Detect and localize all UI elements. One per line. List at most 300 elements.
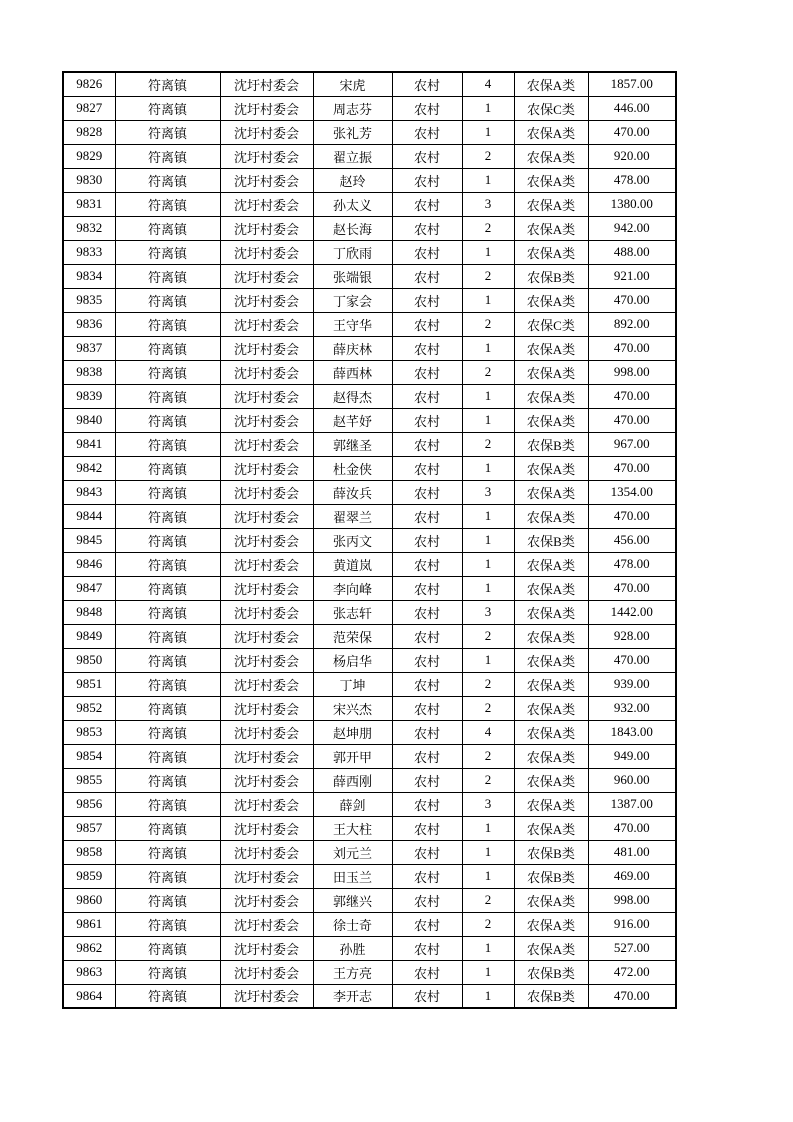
cell-person-count: 1 (462, 168, 514, 192)
cell-record-no: 9850 (63, 648, 115, 672)
cell-residence-type: 农村 (392, 960, 462, 984)
cell-residence-type: 农村 (392, 840, 462, 864)
cell-insurance-category: 农保A类 (514, 240, 588, 264)
cell-residence-type: 农村 (392, 744, 462, 768)
cell-amount: 527.00 (588, 936, 676, 960)
cell-village-committee: 沈圩村委会 (220, 576, 313, 600)
cell-person-name: 薛剑 (313, 792, 392, 816)
cell-person-count: 1 (462, 384, 514, 408)
cell-person-count: 2 (462, 360, 514, 384)
cell-village-committee: 沈圩村委会 (220, 816, 313, 840)
cell-residence-type: 农村 (392, 168, 462, 192)
cell-record-no: 9858 (63, 840, 115, 864)
cell-amount: 998.00 (588, 360, 676, 384)
cell-village-committee: 沈圩村委会 (220, 240, 313, 264)
cell-record-no: 9840 (63, 408, 115, 432)
cell-person-name: 王守华 (313, 312, 392, 336)
cell-person-count: 3 (462, 600, 514, 624)
cell-amount: 1387.00 (588, 792, 676, 816)
cell-record-no: 9831 (63, 192, 115, 216)
cell-amount: 1354.00 (588, 480, 676, 504)
cell-person-count: 2 (462, 672, 514, 696)
table-row (63, 768, 676, 792)
table-row (63, 552, 676, 576)
cell-record-no: 9837 (63, 336, 115, 360)
cell-village-committee: 沈圩村委会 (220, 168, 313, 192)
cell-town: 符离镇 (115, 528, 220, 552)
cell-residence-type: 农村 (392, 984, 462, 1008)
cell-village-committee: 沈圩村委会 (220, 864, 313, 888)
cell-village-committee: 沈圩村委会 (220, 744, 313, 768)
table-row (63, 480, 676, 504)
cell-person-name: 薛庆林 (313, 336, 392, 360)
cell-residence-type: 农村 (392, 360, 462, 384)
cell-town: 符离镇 (115, 648, 220, 672)
cell-record-no: 9826 (63, 72, 115, 96)
cell-person-name: 杜金侠 (313, 456, 392, 480)
cell-village-committee: 沈圩村委会 (220, 888, 313, 912)
cell-village-committee: 沈圩村委会 (220, 264, 313, 288)
cell-person-count: 1 (462, 456, 514, 480)
cell-record-no: 9852 (63, 696, 115, 720)
cell-town: 符离镇 (115, 504, 220, 528)
cell-village-committee: 沈圩村委会 (220, 600, 313, 624)
cell-record-no: 9854 (63, 744, 115, 768)
cell-town: 符离镇 (115, 216, 220, 240)
cell-record-no: 9841 (63, 432, 115, 456)
cell-person-count: 2 (462, 624, 514, 648)
cell-person-name: 刘元兰 (313, 840, 392, 864)
cell-record-no: 9863 (63, 960, 115, 984)
table-row (63, 504, 676, 528)
cell-person-count: 2 (462, 432, 514, 456)
cell-town: 符离镇 (115, 408, 220, 432)
cell-insurance-category: 农保B类 (514, 960, 588, 984)
cell-person-name: 赵玲 (313, 168, 392, 192)
cell-person-name: 孙太义 (313, 192, 392, 216)
cell-insurance-category: 农保A类 (514, 792, 588, 816)
cell-record-no: 9859 (63, 864, 115, 888)
cell-person-count: 1 (462, 864, 514, 888)
cell-village-committee: 沈圩村委会 (220, 144, 313, 168)
cell-residence-type: 农村 (392, 504, 462, 528)
cell-insurance-category: 农保A类 (514, 288, 588, 312)
cell-record-no: 9860 (63, 888, 115, 912)
cell-person-count: 2 (462, 312, 514, 336)
cell-residence-type: 农村 (392, 864, 462, 888)
table-row (63, 240, 676, 264)
cell-amount: 470.00 (588, 504, 676, 528)
cell-insurance-category: 农保A类 (514, 336, 588, 360)
cell-village-committee: 沈圩村委会 (220, 696, 313, 720)
cell-record-no: 9832 (63, 216, 115, 240)
cell-person-name: 赵长海 (313, 216, 392, 240)
cell-village-committee: 沈圩村委会 (220, 288, 313, 312)
cell-residence-type: 农村 (392, 672, 462, 696)
cell-town: 符离镇 (115, 144, 220, 168)
table-row (63, 648, 676, 672)
cell-person-name: 杨启华 (313, 648, 392, 672)
table-row (63, 912, 676, 936)
table-row (63, 744, 676, 768)
cell-town: 符离镇 (115, 192, 220, 216)
insurance-roster-table (62, 71, 677, 1009)
cell-person-name: 丁坤 (313, 672, 392, 696)
cell-person-name: 赵芊妤 (313, 408, 392, 432)
cell-insurance-category: 农保A类 (514, 744, 588, 768)
cell-amount: 470.00 (588, 336, 676, 360)
cell-person-name: 张端银 (313, 264, 392, 288)
cell-insurance-category: 农保A类 (514, 768, 588, 792)
cell-person-name: 赵得杰 (313, 384, 392, 408)
cell-amount: 1442.00 (588, 600, 676, 624)
cell-person-count: 1 (462, 936, 514, 960)
cell-town: 符离镇 (115, 336, 220, 360)
cell-record-no: 9844 (63, 504, 115, 528)
table-row (63, 96, 676, 120)
cell-person-count: 1 (462, 840, 514, 864)
cell-amount: 446.00 (588, 96, 676, 120)
table-row (63, 120, 676, 144)
cell-person-name: 李向峰 (313, 576, 392, 600)
cell-village-committee: 沈圩村委会 (220, 456, 313, 480)
cell-person-name: 丁家会 (313, 288, 392, 312)
cell-amount: 478.00 (588, 552, 676, 576)
cell-person-name: 周志芬 (313, 96, 392, 120)
table-row (63, 456, 676, 480)
cell-town: 符离镇 (115, 96, 220, 120)
cell-person-count: 1 (462, 504, 514, 528)
cell-insurance-category: 农保B类 (514, 432, 588, 456)
cell-person-count: 1 (462, 528, 514, 552)
cell-amount: 478.00 (588, 168, 676, 192)
cell-town: 符离镇 (115, 696, 220, 720)
cell-person-name: 郭开甲 (313, 744, 392, 768)
cell-village-committee: 沈圩村委会 (220, 432, 313, 456)
cell-insurance-category: 农保A类 (514, 120, 588, 144)
cell-town: 符离镇 (115, 456, 220, 480)
table-body (63, 72, 676, 1008)
cell-record-no: 9834 (63, 264, 115, 288)
table-row (63, 384, 676, 408)
cell-amount: 967.00 (588, 432, 676, 456)
cell-town: 符离镇 (115, 552, 220, 576)
cell-town: 符离镇 (115, 912, 220, 936)
table-row (63, 816, 676, 840)
cell-amount: 1843.00 (588, 720, 676, 744)
cell-village-committee: 沈圩村委会 (220, 648, 313, 672)
cell-village-committee: 沈圩村委会 (220, 408, 313, 432)
cell-village-committee: 沈圩村委会 (220, 840, 313, 864)
cell-town: 符离镇 (115, 960, 220, 984)
cell-person-name: 薛汝兵 (313, 480, 392, 504)
table-row (63, 408, 676, 432)
cell-town: 符离镇 (115, 936, 220, 960)
cell-residence-type: 农村 (392, 336, 462, 360)
cell-town: 符离镇 (115, 72, 220, 96)
table-row (63, 336, 676, 360)
cell-amount: 481.00 (588, 840, 676, 864)
table-row (63, 888, 676, 912)
cell-person-count: 1 (462, 240, 514, 264)
cell-insurance-category: 农保A类 (514, 192, 588, 216)
cell-amount: 1380.00 (588, 192, 676, 216)
cell-amount: 942.00 (588, 216, 676, 240)
cell-village-committee: 沈圩村委会 (220, 528, 313, 552)
cell-insurance-category: 农保B类 (514, 840, 588, 864)
cell-record-no: 9835 (63, 288, 115, 312)
cell-person-count: 1 (462, 648, 514, 672)
table-row (63, 864, 676, 888)
cell-amount: 470.00 (588, 456, 676, 480)
cell-insurance-category: 农保A类 (514, 696, 588, 720)
cell-amount: 470.00 (588, 408, 676, 432)
cell-village-committee: 沈圩村委会 (220, 984, 313, 1008)
cell-residence-type: 农村 (392, 288, 462, 312)
cell-insurance-category: 农保B类 (514, 264, 588, 288)
cell-record-no: 9836 (63, 312, 115, 336)
cell-village-committee: 沈圩村委会 (220, 960, 313, 984)
cell-person-name: 张志轩 (313, 600, 392, 624)
cell-town: 符离镇 (115, 384, 220, 408)
cell-amount: 470.00 (588, 384, 676, 408)
cell-person-name: 翟立振 (313, 144, 392, 168)
cell-amount: 998.00 (588, 888, 676, 912)
cell-person-name: 赵坤朋 (313, 720, 392, 744)
cell-record-no: 9864 (63, 984, 115, 1008)
cell-person-name: 张礼芳 (313, 120, 392, 144)
cell-residence-type: 农村 (392, 624, 462, 648)
cell-town: 符离镇 (115, 240, 220, 264)
cell-village-committee: 沈圩村委会 (220, 96, 313, 120)
cell-insurance-category: 农保B类 (514, 864, 588, 888)
cell-insurance-category: 农保A类 (514, 168, 588, 192)
cell-village-committee: 沈圩村委会 (220, 912, 313, 936)
cell-insurance-category: 农保A类 (514, 216, 588, 240)
cell-person-count: 1 (462, 120, 514, 144)
cell-village-committee: 沈圩村委会 (220, 120, 313, 144)
table-row (63, 264, 676, 288)
cell-person-name: 张丙文 (313, 528, 392, 552)
cell-person-count: 1 (462, 96, 514, 120)
cell-insurance-category: 农保A类 (514, 576, 588, 600)
cell-person-name: 宋兴杰 (313, 696, 392, 720)
cell-person-name: 黄道岚 (313, 552, 392, 576)
table-row (63, 432, 676, 456)
cell-person-name: 王方亮 (313, 960, 392, 984)
cell-amount: 939.00 (588, 672, 676, 696)
table-row (63, 168, 676, 192)
cell-town: 符离镇 (115, 816, 220, 840)
cell-town: 符离镇 (115, 864, 220, 888)
cell-town: 符离镇 (115, 264, 220, 288)
cell-residence-type: 农村 (392, 120, 462, 144)
cell-record-no: 9849 (63, 624, 115, 648)
cell-record-no: 9843 (63, 480, 115, 504)
cell-amount: 928.00 (588, 624, 676, 648)
cell-insurance-category: 农保C类 (514, 312, 588, 336)
cell-insurance-category: 农保A类 (514, 720, 588, 744)
cell-amount: 916.00 (588, 912, 676, 936)
cell-town: 符离镇 (115, 792, 220, 816)
cell-insurance-category: 农保A类 (514, 360, 588, 384)
cell-village-committee: 沈圩村委会 (220, 192, 313, 216)
cell-amount: 920.00 (588, 144, 676, 168)
cell-amount: 470.00 (588, 816, 676, 840)
cell-insurance-category: 农保A类 (514, 888, 588, 912)
cell-insurance-category: 农保C类 (514, 96, 588, 120)
cell-insurance-category: 农保A类 (514, 384, 588, 408)
cell-town: 符离镇 (115, 744, 220, 768)
cell-insurance-category: 农保A类 (514, 144, 588, 168)
cell-record-no: 9828 (63, 120, 115, 144)
cell-insurance-category: 农保B类 (514, 528, 588, 552)
cell-town: 符离镇 (115, 120, 220, 144)
cell-village-committee: 沈圩村委会 (220, 312, 313, 336)
table-row (63, 936, 676, 960)
cell-town: 符离镇 (115, 984, 220, 1008)
cell-residence-type: 农村 (392, 768, 462, 792)
cell-residence-type: 农村 (392, 432, 462, 456)
cell-person-count: 1 (462, 552, 514, 576)
cell-person-count: 1 (462, 816, 514, 840)
cell-insurance-category: 农保A类 (514, 552, 588, 576)
cell-insurance-category: 农保B类 (514, 984, 588, 1008)
cell-amount: 932.00 (588, 696, 676, 720)
cell-record-no: 9862 (63, 936, 115, 960)
cell-village-committee: 沈圩村委会 (220, 792, 313, 816)
cell-person-count: 2 (462, 144, 514, 168)
cell-village-committee: 沈圩村委会 (220, 216, 313, 240)
cell-village-committee: 沈圩村委会 (220, 552, 313, 576)
cell-person-name: 范荣保 (313, 624, 392, 648)
cell-residence-type: 农村 (392, 96, 462, 120)
table-row (63, 144, 676, 168)
cell-town: 符离镇 (115, 432, 220, 456)
cell-person-name: 郭继兴 (313, 888, 392, 912)
table-row (63, 216, 676, 240)
cell-insurance-category: 农保A类 (514, 624, 588, 648)
cell-insurance-category: 农保A类 (514, 480, 588, 504)
cell-town: 符离镇 (115, 672, 220, 696)
table-row (63, 192, 676, 216)
cell-person-count: 1 (462, 576, 514, 600)
cell-village-committee: 沈圩村委会 (220, 624, 313, 648)
cell-record-no: 9839 (63, 384, 115, 408)
cell-amount: 469.00 (588, 864, 676, 888)
cell-record-no: 9846 (63, 552, 115, 576)
table-row (63, 672, 676, 696)
cell-insurance-category: 农保A类 (514, 672, 588, 696)
cell-residence-type: 农村 (392, 384, 462, 408)
cell-insurance-category: 农保A类 (514, 72, 588, 96)
cell-village-committee: 沈圩村委会 (220, 672, 313, 696)
cell-amount: 1857.00 (588, 72, 676, 96)
cell-residence-type: 农村 (392, 240, 462, 264)
cell-town: 符离镇 (115, 840, 220, 864)
cell-person-count: 4 (462, 72, 514, 96)
cell-person-name: 丁欣雨 (313, 240, 392, 264)
cell-amount: 960.00 (588, 768, 676, 792)
cell-residence-type: 农村 (392, 528, 462, 552)
cell-amount: 470.00 (588, 984, 676, 1008)
cell-amount: 472.00 (588, 960, 676, 984)
table-row (63, 288, 676, 312)
cell-record-no: 9830 (63, 168, 115, 192)
cell-person-name: 薛西林 (313, 360, 392, 384)
table-row (63, 624, 676, 648)
cell-village-committee: 沈圩村委会 (220, 360, 313, 384)
table-row (63, 528, 676, 552)
cell-person-name: 孙胜 (313, 936, 392, 960)
cell-residence-type: 农村 (392, 72, 462, 96)
cell-residence-type: 农村 (392, 696, 462, 720)
cell-record-no: 9842 (63, 456, 115, 480)
cell-residence-type: 农村 (392, 816, 462, 840)
cell-town: 符离镇 (115, 768, 220, 792)
cell-town: 符离镇 (115, 312, 220, 336)
table-row (63, 984, 676, 1008)
cell-person-name: 李开志 (313, 984, 392, 1008)
cell-village-committee: 沈圩村委会 (220, 336, 313, 360)
cell-person-count: 2 (462, 768, 514, 792)
cell-village-committee: 沈圩村委会 (220, 936, 313, 960)
cell-insurance-category: 农保A类 (514, 648, 588, 672)
cell-town: 符离镇 (115, 888, 220, 912)
cell-insurance-category: 农保A类 (514, 816, 588, 840)
cell-record-no: 9851 (63, 672, 115, 696)
table-row (63, 696, 676, 720)
cell-town: 符离镇 (115, 288, 220, 312)
cell-town: 符离镇 (115, 576, 220, 600)
cell-person-count: 1 (462, 960, 514, 984)
table-row (63, 600, 676, 624)
cell-person-count: 1 (462, 288, 514, 312)
cell-residence-type: 农村 (392, 888, 462, 912)
cell-insurance-category: 农保A类 (514, 408, 588, 432)
cell-person-count: 2 (462, 216, 514, 240)
cell-town: 符离镇 (115, 480, 220, 504)
cell-residence-type: 农村 (392, 792, 462, 816)
cell-town: 符离镇 (115, 720, 220, 744)
cell-person-name: 郭继圣 (313, 432, 392, 456)
cell-residence-type: 农村 (392, 936, 462, 960)
table-row (63, 960, 676, 984)
cell-town: 符离镇 (115, 360, 220, 384)
cell-insurance-category: 农保A类 (514, 504, 588, 528)
cell-amount: 456.00 (588, 528, 676, 552)
cell-person-count: 3 (462, 192, 514, 216)
cell-town: 符离镇 (115, 168, 220, 192)
cell-record-no: 9827 (63, 96, 115, 120)
cell-record-no: 9861 (63, 912, 115, 936)
cell-village-committee: 沈圩村委会 (220, 768, 313, 792)
table-row (63, 312, 676, 336)
cell-person-count: 1 (462, 408, 514, 432)
cell-person-count: 2 (462, 696, 514, 720)
cell-person-name: 王大柱 (313, 816, 392, 840)
cell-residence-type: 农村 (392, 576, 462, 600)
cell-record-no: 9838 (63, 360, 115, 384)
cell-residence-type: 农村 (392, 312, 462, 336)
cell-person-count: 2 (462, 888, 514, 912)
cell-person-count: 4 (462, 720, 514, 744)
cell-insurance-category: 农保A类 (514, 456, 588, 480)
table-row (63, 720, 676, 744)
cell-record-no: 9847 (63, 576, 115, 600)
cell-amount: 892.00 (588, 312, 676, 336)
cell-insurance-category: 农保A类 (514, 600, 588, 624)
